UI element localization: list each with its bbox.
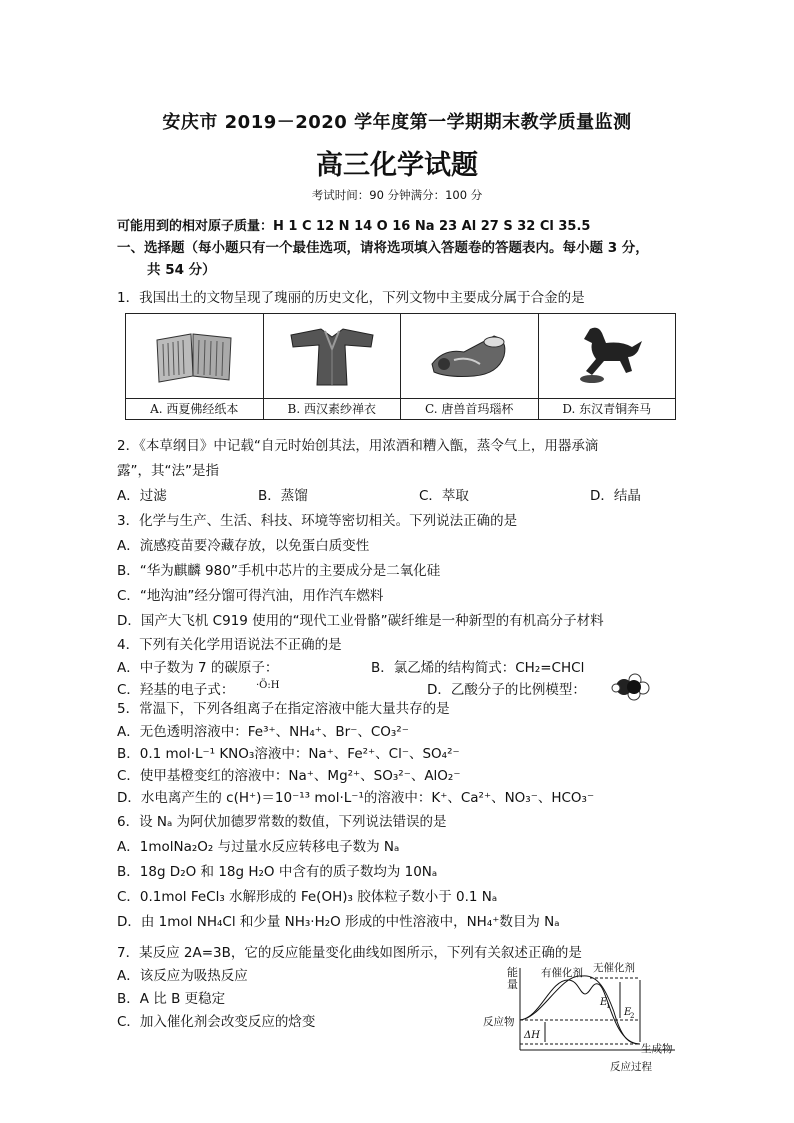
q6-option-c: C．0.1mol FeCl₃ 水解形成的 Fe(OH)₃ 胶体粒子数小于 0.1 Nₐ [117,889,498,905]
question-4-stem: 4．下列有关化学用语说法不正确的是 [117,637,342,653]
q5-option-d: D．水电离产生的 c(H⁺)＝10⁻¹³ mol·L⁻¹的溶液中：K⁺、Ca²⁺、NO₃⁻、HCO₃⁻ [117,790,595,806]
energy-profile-diagram [480,960,690,1072]
q2-option-a: A．过滤 [117,488,167,504]
q4-option-b: B．氯乙烯的结构简式：CH₂=CHCl [371,660,585,676]
q7-option-b: B．A 比 B 更稳定 [117,991,226,1007]
atomic-masses: 可能用到的相对原子质量：H 1 C 12 N 14 O 16 Na 23 Al 27 S 32 Cl 35.5 [117,219,591,234]
question-7-stem: 7．某反应 2A=3B，它的反应能量变化曲线如图所示，下列有关叙述正确的是 [117,945,582,961]
question-2-stem-continued: 露”，其“法”是指 [117,463,219,479]
relic-caption-a: A. 西夏佛经纸本 [126,398,263,419]
q3-option-c: C．“地沟油”经分馏可得汽油，用作汽车燃料 [117,588,384,604]
y-axis-label-2: 量 [507,978,518,991]
q6-option-a: A．1molNa₂O₂ 与过量水反应转移电子数为 Nₐ [117,839,400,855]
q6-option-d: D．由 1mol NH₄Cl 和少量 NH₃·H₂O 形成的中性溶液中，NH₄⁺数目为 Nₐ [117,914,560,930]
silk-robe-image [264,314,401,398]
hydroxyl-electron-formula: ·Ö:H [256,680,280,691]
q5-option-c: C．使甲基橙变红的溶液中：Na⁺、Mg²⁺、SO₃²⁻、AlO₂⁻ [117,768,461,784]
sutra-book-image [126,314,263,398]
q7-option-c: C．加入催化剂会改变反应的焓变 [117,1014,316,1030]
relic-cell-d [538,314,676,420]
question-6-stem: 6．设 Nₐ 为阿伏加德罗常数的数值，下列说法错误的是 [117,814,447,830]
bronze-horse-image [539,314,676,398]
agate-cup-image [401,314,538,398]
q5-option-a: A．无色透明溶液中：Fe³⁺、NH₄⁺、Br⁻、CO₃²⁻ [117,724,409,740]
x-axis-label: 反应过程 [610,1061,652,1072]
question-1-stem: 1．我国出土的文物呈现了瑰丽的历史文化，下列文物中主要成分属于合金的是 [117,290,585,306]
q2-option-c: C．萃取 [419,488,469,504]
products-label: 生成物 [641,1043,673,1055]
q5-option-b: B．0.1 mol·L⁻¹ KNO₃溶液中：Na⁺、Fe²⁺、Cl⁻、SO₄²⁻ [117,746,460,762]
relic-table [125,313,676,420]
section-heading: 一、选择题（每小题只有一个最佳选项，请将选项填入答题卷的答题表内。每小题 3 分， [117,240,649,256]
q6-option-b: B．18g D₂O 和 18g H₂O 中含有的质子数均为 10Nₐ [117,864,438,880]
exam-organization-title: 安庆市 2019－2020 学年度第一学期期末教学质量监测 [162,112,632,133]
page-title: 高三化学试题 [316,150,478,181]
question-5-stem: 5．常温下，下列各组离子在指定溶液中能大量共存的是 [117,701,450,717]
section-heading-continued: 共 54 分） [147,262,216,278]
q2-option-d: D．结晶 [590,488,641,504]
e1-label: E [600,997,608,1008]
reactants-label: 反应物 [483,1016,515,1028]
q3-option-a: A．流感疫苗要冷藏存放，以免蛋白质变性 [117,538,370,554]
catalyzed-label: 有催化剂 [541,967,583,979]
exam-info: 考试时间：90 分钟满分：100 分 [311,188,483,202]
relic-caption-c: C. 唐兽首玛瑙杯 [401,398,538,419]
relic-cell-a [126,314,264,420]
q2-option-b: B．蒸馏 [258,488,308,504]
q4-option-a: A．中子数为 7 的碳原子： [117,660,279,676]
question-2-stem: 2．《本草纲目》中记载“自元时始创其法，用浓酒和糟入甑，蒸令气上，用器承滴 [117,438,599,454]
q4-option-c: C．羟基的电子式： [117,682,235,698]
relic-cell-c [401,314,539,420]
delta-h-label: ΔH [524,1030,540,1041]
q7-option-a: A．该反应为吸热反应 [117,968,248,984]
relic-cell-b [263,314,401,420]
relic-caption-d: D. 东汉青铜奔马 [539,398,676,419]
q4-option-d: D．乙酸分子的比例模型： [427,682,586,698]
acetic-acid-model-image [610,672,650,706]
uncatalyzed-label: 无催化剂 [593,962,635,974]
e1-subscript: 1 [606,1002,611,1010]
relic-caption-b: B. 西汉素纱禅衣 [264,398,401,419]
question-3-stem: 3．化学与生产、生活、科技、环境等密切相关。下列说法正确的是 [117,513,518,529]
e2-subscript: 2 [630,1012,635,1020]
e2-label: E [624,1007,632,1018]
q3-option-b: B．“华为麒麟 980”手机中芯片的主要成分是二氧化硅 [117,563,441,579]
q3-option-d: D．国产大飞机 C919 使用的“现代工业骨骼”碳纤维是一种新型的有机高分子材料 [117,613,604,629]
y-axis-label-1: 能 [507,966,518,979]
